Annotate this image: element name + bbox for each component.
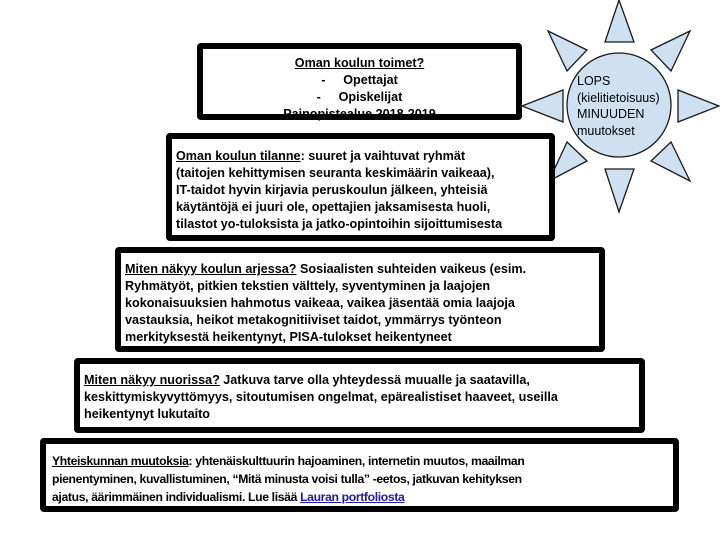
box-text: heikentynyt lukutaito (84, 407, 210, 421)
box-text: vastauksia, heikot metakognitiiviset taidot, ymmärrys työnteon (125, 313, 502, 327)
sun-ray-bottom (605, 169, 634, 212)
box-text: pienentyminen, kuvallistuminen, “Mitä minusta voisi tulla” -eetos, jatkuvan kehityksen (52, 472, 522, 486)
box-heading: Miten näkyy koulun arjessa? (125, 262, 297, 276)
sun-ray-top-right (651, 31, 690, 71)
school-situation-box (166, 133, 555, 241)
box-text: kokonaisuuksien hahmotus vaikeaa, vaikea jäsentää omia laajoja (125, 296, 515, 310)
box-text: käytäntöjä ei juuri ole, opettajien jaksamisesta huoli, (176, 200, 491, 214)
sun-ray-left (522, 90, 563, 122)
box-text: Jatkuva tarve olla yhteydessä muualle ja saatavilla, (219, 373, 530, 387)
box-text: keskittymiskyvyttömyys, sitoutumisen ongelmat, epärealistiset haaveet, useilla (84, 390, 558, 404)
sun-label (577, 73, 660, 139)
box-heading: Miten näkyy nuorissa? (84, 373, 220, 387)
box-title: Oman koulun toimet? (294, 56, 425, 70)
school-actions-box (197, 43, 522, 120)
sun-line: MINUUDEN (577, 107, 645, 121)
sun-ray-top (605, 0, 634, 42)
list-item: - Opiskelijat (316, 90, 403, 104)
box-text: Sosiaalisten suhteiden vaikeus (esim. (296, 262, 527, 276)
box-heading: Yhteiskunnan muutoksia (52, 454, 189, 468)
youth-box (74, 358, 645, 433)
box-text: : yhtenäiskulttuurin hajoaminen, internetin muutos, maailman (188, 454, 525, 468)
box-text: tilastot yo-tuloksista ja jatko-opintoihin sijoittumisesta (176, 217, 503, 231)
box-text: (taitojen kehittymisen seuranta keskimäärin vaikeaa), (176, 166, 495, 180)
list-item: - Opettajat (321, 73, 398, 87)
box-text: IT-taidot hyvin kirjavia peruskoulun jälkeen, yhteisiä (176, 183, 488, 197)
sun-ray-right (678, 90, 719, 122)
box-heading: Oman koulun tilanne (176, 149, 301, 163)
box-text: merkityksestä heikentynyt, PISA-tulokset heikentyneet (125, 330, 452, 344)
box-text: ajatus, äärimmäinen individualismi. Lue lisää (52, 490, 301, 504)
sun-ray-top-left (548, 31, 587, 71)
sun-line: muutokset (577, 123, 635, 138)
society-changes-box (40, 438, 679, 512)
sun-ray-bottom-right (651, 142, 690, 181)
portfolio-link[interactable]: Lauran portfoliosta (300, 490, 405, 504)
box-text: Ryhmätyöt, pitkien tekstien välttely, syventyminen ja laajojen (125, 279, 491, 293)
box-text: : suuret ja vaihtuvat ryhmät (300, 149, 466, 163)
sun-line: (kielitietoisuus) (577, 90, 660, 105)
school-daily-life-box (115, 247, 605, 352)
sun-line: LOPS (577, 74, 611, 88)
box-footer: Painopistealue 2018-2019 (283, 107, 436, 121)
